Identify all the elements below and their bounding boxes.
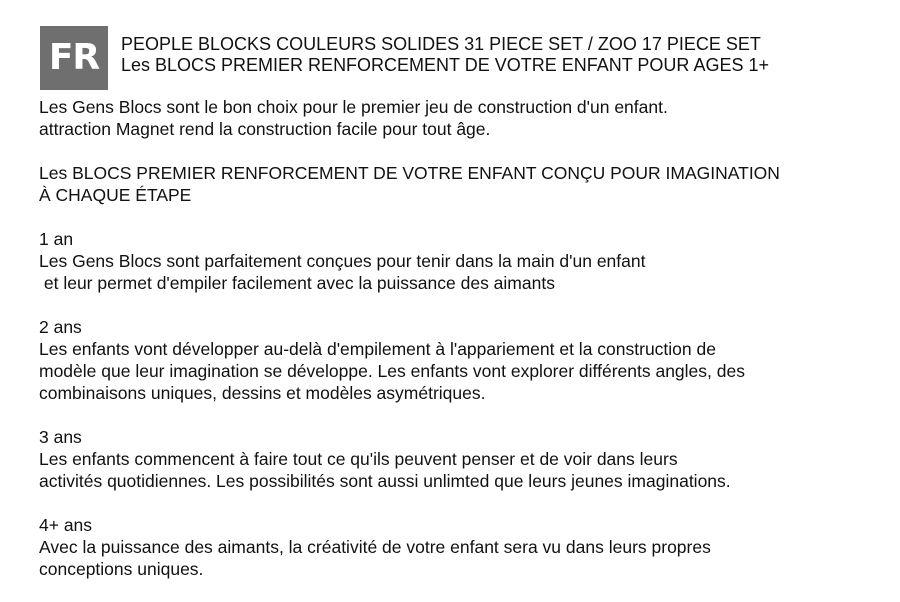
stage-text-line: conceptions uniques. (39, 559, 204, 579)
header (121, 34, 769, 76)
language-badge: FR (40, 26, 108, 90)
stage-text-line: combinaisons uniques, dessins et modèles asymétriques. (39, 383, 486, 403)
description-body (39, 96, 869, 602)
stage-text-line: activités quotidiennes. Les possibilités sont aussi unlimted que leurs jeunes imaginations. (39, 471, 731, 491)
intro-line: Les Gens Blocs sont le bon choix pour le premier jeu de construction d'un enfant. (39, 97, 668, 117)
concept-line: À CHAQUE ÉTAPE (39, 185, 192, 205)
stage-age: 3 ans (39, 427, 82, 447)
stage-4-plus-ans (39, 514, 869, 580)
stage-text-line: Les enfants vont développer au-delà d'empilement à l'appariement et la construction de (39, 339, 716, 359)
concept-section (39, 162, 869, 206)
stage-text-line: Les Gens Blocs sont parfaitement conçues pour tenir dans la main d'un enfant (39, 251, 646, 271)
stage-age: 1 an (39, 229, 74, 249)
stage-2-ans (39, 316, 869, 404)
stage-text-line: Les enfants commencent à faire tout ce qu'ils peuvent penser et de voir dans leurs (39, 449, 678, 469)
product-subtitle: Les BLOCS PREMIER RENFORCEMENT DE VOTRE ENFANT POUR AGES 1+ (121, 55, 769, 75)
product-title: PEOPLE BLOCKS COULEURS SOLIDES 31 PIECE SET / ZOO 17 PIECE SET (121, 34, 761, 54)
stage-3-ans (39, 426, 869, 492)
stage-text-line: Avec la puissance des aimants, la créativité de votre enfant sera vu dans leurs propres (39, 537, 711, 557)
intro-line: attraction Magnet rend la construction facile pour tout âge. (39, 119, 491, 139)
stage-text-line: modèle que leur imagination se développe. Les enfants vont explorer différents angles, des (39, 361, 745, 381)
stage-age: 4+ ans (39, 515, 93, 535)
stage-text-line: et leur permet d'empiler facilement avec la puissance des aimants (39, 273, 555, 293)
stage-1-an (39, 228, 869, 294)
intro-section (39, 96, 869, 140)
concept-line: Les BLOCS PREMIER RENFORCEMENT DE VOTRE ENFANT CONÇU POUR IMAGINATION (39, 163, 780, 183)
stage-age: 2 ans (39, 317, 82, 337)
